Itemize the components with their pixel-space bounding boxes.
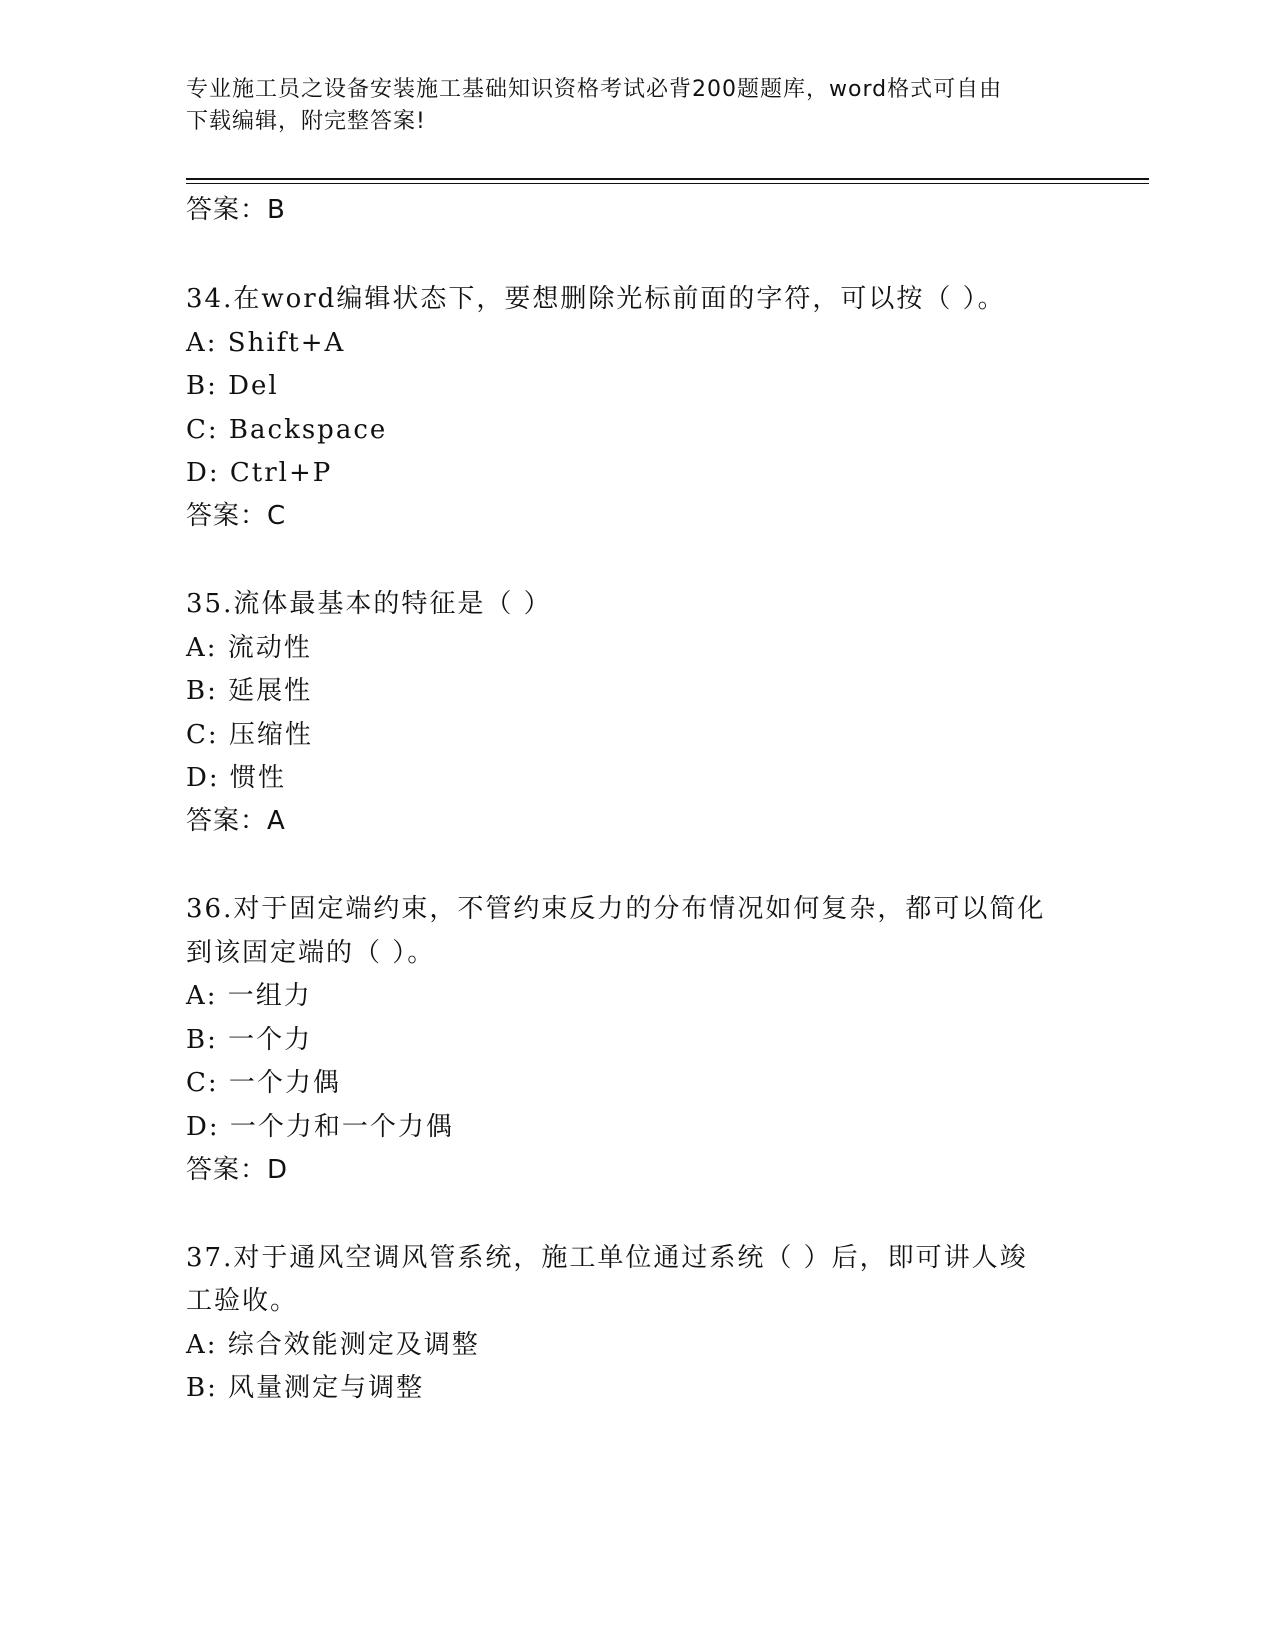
option-c: C: 一个力偶 [186,1068,341,1098]
option-b: B: 风量测定与调整 [186,1373,425,1403]
option-b: B: Del [186,371,279,401]
answer-line: 答案：B [186,195,286,225]
option-a: A: 流动性 [186,633,312,663]
option-b: B: 一个力 [186,1025,313,1055]
option-d: D: 一个力和一个力偶 [186,1112,454,1142]
option-a: A: 综合效能测定及调整 [186,1330,480,1360]
question-stem: 34.在word编辑状态下，要想删除光标前面的字符，可以按（ ）。 [186,284,1006,314]
option-d: D: Ctrl+P [186,458,333,488]
header-line-1: 专业施工员之设备安装施工基础知识资格考试必背200题题库，word格式可自由 [186,77,1003,102]
answer-line: 答案：C [186,501,287,531]
option-b: B: 延展性 [186,676,313,706]
option-c: C: Backspace [186,415,388,445]
answer-line: 答案：D [186,1155,289,1185]
document-header [186,74,1066,138]
question-stem: 36.对于固定端约束，不管约束反力的分布情况如何复杂，都可以简化 [186,894,1046,924]
option-a: A: Shift+A [186,328,346,358]
option-a: A: 一组力 [186,981,312,1011]
question-stem: 35.流体最基本的特征是（ ） [186,589,552,619]
header-line-2: 下载编辑，附完整答案! [186,109,426,134]
option-d: D: 惯性 [186,763,286,793]
question-stem-continued: 到该固定端的（ ）。 [186,938,436,968]
header-rule-thin [186,183,1149,184]
option-c: C: 压缩性 [186,720,313,750]
question-stem-continued: 工验收。 [186,1286,299,1316]
header-rule-thick [186,178,1149,180]
question-stem: 37.对于通风空调风管系统，施工单位通过系统（ ）后，即可讲人竣 [186,1243,1028,1273]
answer-line: 答案：A [186,806,286,836]
